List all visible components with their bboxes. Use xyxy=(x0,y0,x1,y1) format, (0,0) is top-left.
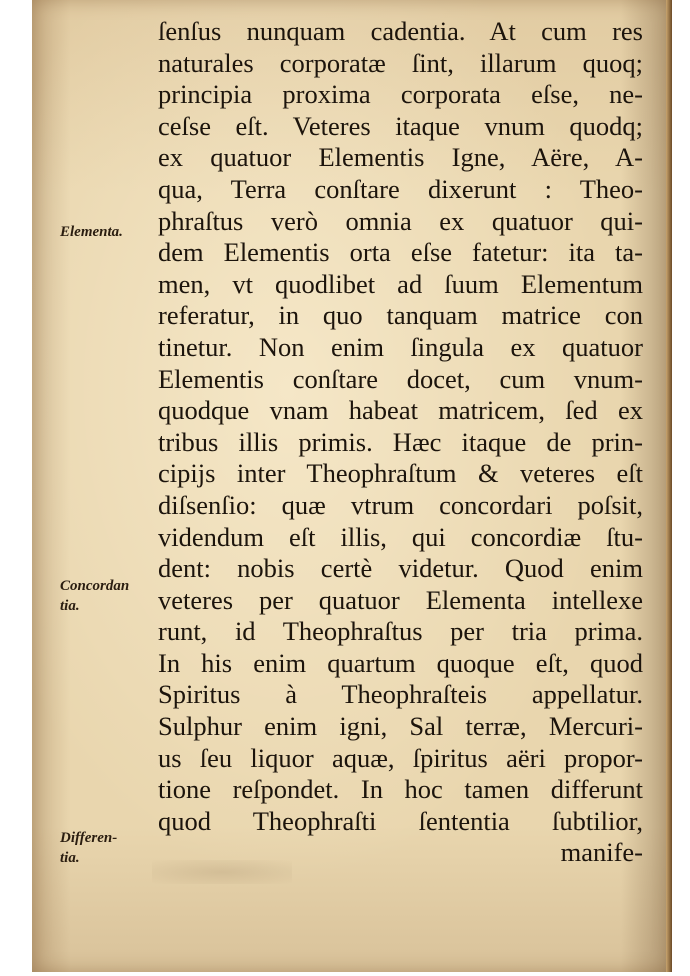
margin-note-text: tia. xyxy=(60,850,80,866)
margin-note-text: Concordan xyxy=(60,578,130,594)
text-line: dent: nobis certè videtur. Quod enim xyxy=(158,553,643,584)
body-text xyxy=(158,16,643,869)
text-line: us ſeu liquor aquæ, ſpiritus aëri propor- xyxy=(158,742,643,773)
text-line: In his enim quartum quoque eſt, quod xyxy=(158,647,643,678)
text-line: referatur, in quo tanquam matrice con xyxy=(158,300,643,331)
text-line: ceſse eſt. Veteres itaque vnum quodq; xyxy=(158,110,643,141)
text-line: principia proxima corporata eſse, ne- xyxy=(158,79,643,110)
text-line: qua, Terra conſtare dixerunt : Theo- xyxy=(158,173,643,204)
text-line: tione reſpondet. In hoc tamen differunt xyxy=(158,774,643,805)
margin-note-elementa xyxy=(60,222,156,242)
margin-note-differentia xyxy=(60,828,156,868)
text-line: Elementis conſtare docet, cum vnum- xyxy=(158,363,643,394)
margin-note-text: Elementa. xyxy=(60,224,123,240)
text-line: quodque vnam habeat matricem, ſed ex xyxy=(158,395,643,426)
text-line: Spiritus à Theophraſteis appellatur. xyxy=(158,679,643,710)
page-edge xyxy=(666,0,672,972)
text-line: cipijs inter Theophraſtum & veteres eſt xyxy=(158,458,643,489)
text-line: ex quatuor Elementis Igne, Aëre, A- xyxy=(158,142,643,173)
margin-note-text: tia. xyxy=(60,598,80,614)
text-line: tinetur. Non enim ſingula ex quatuor xyxy=(158,331,643,362)
text-line: quod Theophraſti ſententia ſubtilior, xyxy=(158,805,643,836)
text-line: videndum eſt illis, qui concordiæ ſtu- xyxy=(158,521,643,552)
text-line: dem Elementis orta eſse fatetur: ita ta- xyxy=(158,237,643,268)
ink-smudge xyxy=(152,860,292,884)
text-line: diſsenſio: quæ vtrum concordari poſsit, xyxy=(158,489,643,520)
text-line: phraſtus verò omnia ex quatuor qui- xyxy=(158,205,643,236)
text-line: veteres per quatuor Elementa intellexe xyxy=(158,584,643,615)
catchword: manife- xyxy=(560,837,643,868)
text-line: ſenſus nunquam cadentia. At cum res xyxy=(158,16,643,46)
margin-note-concordantia xyxy=(60,576,156,616)
text-line: Sulphur enim igni, Sal terræ, Mercuri- xyxy=(158,711,643,742)
text-line: naturales corporatæ ſint, illarum quoq; xyxy=(158,47,643,78)
margin-note-text: Differen- xyxy=(60,830,118,846)
text-line: tribus illis primis. Hæc itaque de prin- xyxy=(158,426,643,457)
text-line: men, vt quodlibet ad ſuum Elementum xyxy=(158,268,643,299)
book-page xyxy=(32,0,672,972)
text-line: runt, id Theophraſtus per tria prima. xyxy=(158,616,643,647)
